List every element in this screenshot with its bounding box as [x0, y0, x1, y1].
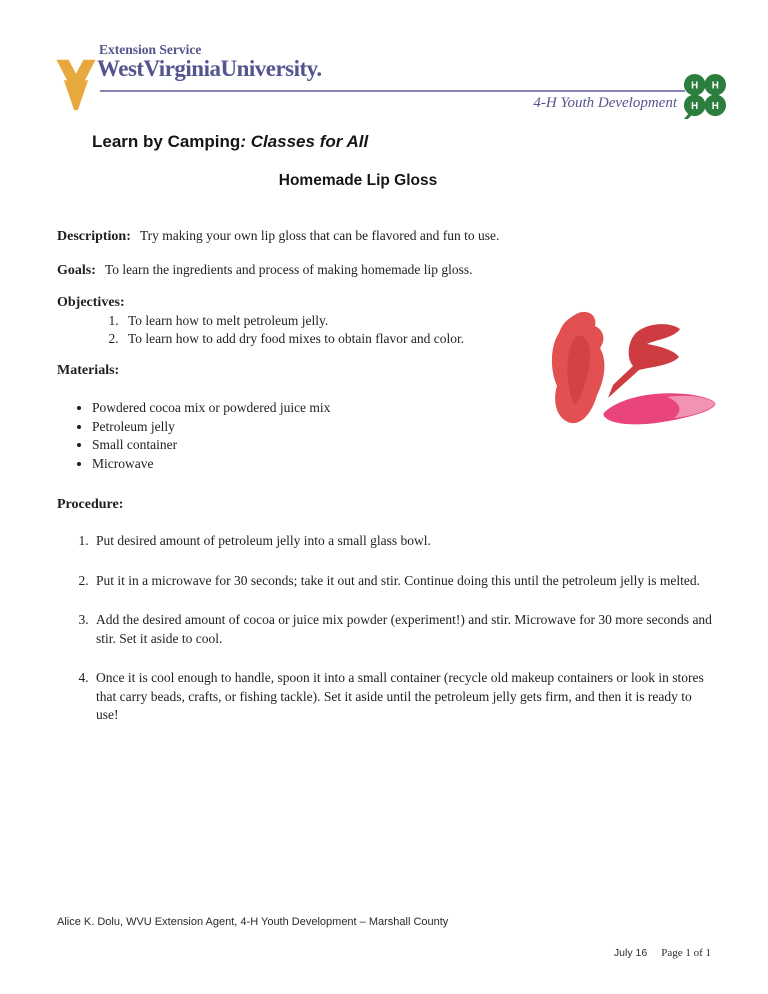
document-title: [92, 132, 368, 152]
goals-text: To learn the ingredients and process of making homemade lip gloss.: [104, 262, 473, 277]
material-item: • Microwave: [92, 455, 712, 474]
program-label: 4-H Youth Development: [533, 95, 677, 111]
description-label: Description:: [57, 229, 131, 244]
document-title-prefix: Learn by Camping: [92, 132, 241, 151]
university-wordmark: WestVirginiaUniversity.: [97, 56, 322, 81]
lip-gloss-smears-image: [545, 306, 723, 430]
description-section: [57, 227, 712, 246]
svg-text:H: H: [691, 80, 699, 92]
goals-section: [57, 261, 712, 280]
material-item: • Petroleum jelly: [92, 418, 712, 437]
procedure-step: 4. Once it is cool enough to handle, spoon it into a small container (recycle old makeup containers or look in stores that carry beads, crafts, or fishing tackle). Set it aside until the petroleum jelly gets firm, and then it is ready to use!: [92, 669, 712, 725]
procedure-step: 3. Add the desired amount of cocoa or juice mix powder (experiment!) and stir. Microwave for 30 more seconds and stir. Set it aside to cool.: [92, 611, 712, 648]
footer-dateline: [614, 947, 711, 959]
procedure-label: Procedure:: [57, 497, 124, 512]
class-title: Homemade Lip Gloss: [278, 172, 438, 189]
document-title-italic: : Classes for All: [240, 132, 369, 151]
svg-text:H: H: [691, 101, 699, 113]
description-text: Try making your own lip gloss that can be flavored and fun to use.: [139, 228, 500, 243]
procedure-step: 2. Put it in a microwave for 30 seconds; take it out and stir. Continue doing this until the petroleum jelly is melted.: [92, 572, 712, 591]
material-item: • Small container: [92, 436, 712, 455]
author-byline: Alice K. Dolu, WVU Extension Agent, 4-H Youth Development – Marshall County: [57, 916, 449, 928]
footer-date: July 16: [613, 947, 648, 959]
procedure-section: [57, 496, 712, 725]
svg-text:H: H: [711, 101, 719, 113]
objective-item: 2. To learn how to add dry food mixes to obtain flavor and color.: [122, 330, 712, 348]
objective-item: 1. To learn how to melt petroleum jelly.: [122, 312, 712, 330]
procedure-list: [57, 532, 712, 725]
materials-label: Materials:: [57, 363, 120, 378]
extension-service-label: Extension Service: [99, 42, 202, 57]
svg-text:H: H: [711, 80, 719, 92]
four-h-clover-icon: [681, 72, 728, 119]
material-item: • Powdered cocoa mix or powdered juice mix: [92, 399, 712, 418]
goals-label: Goals:: [57, 263, 96, 278]
objectives-label: Objectives:: [57, 295, 125, 310]
procedure-step: 1. Put desired amount of petroleum jelly into a small glass bowl.: [92, 532, 712, 551]
header-divider: [100, 90, 685, 92]
wvu-flying-wv-logo-icon: [55, 56, 97, 112]
footer-page-number: Page 1 of 1: [661, 947, 711, 959]
